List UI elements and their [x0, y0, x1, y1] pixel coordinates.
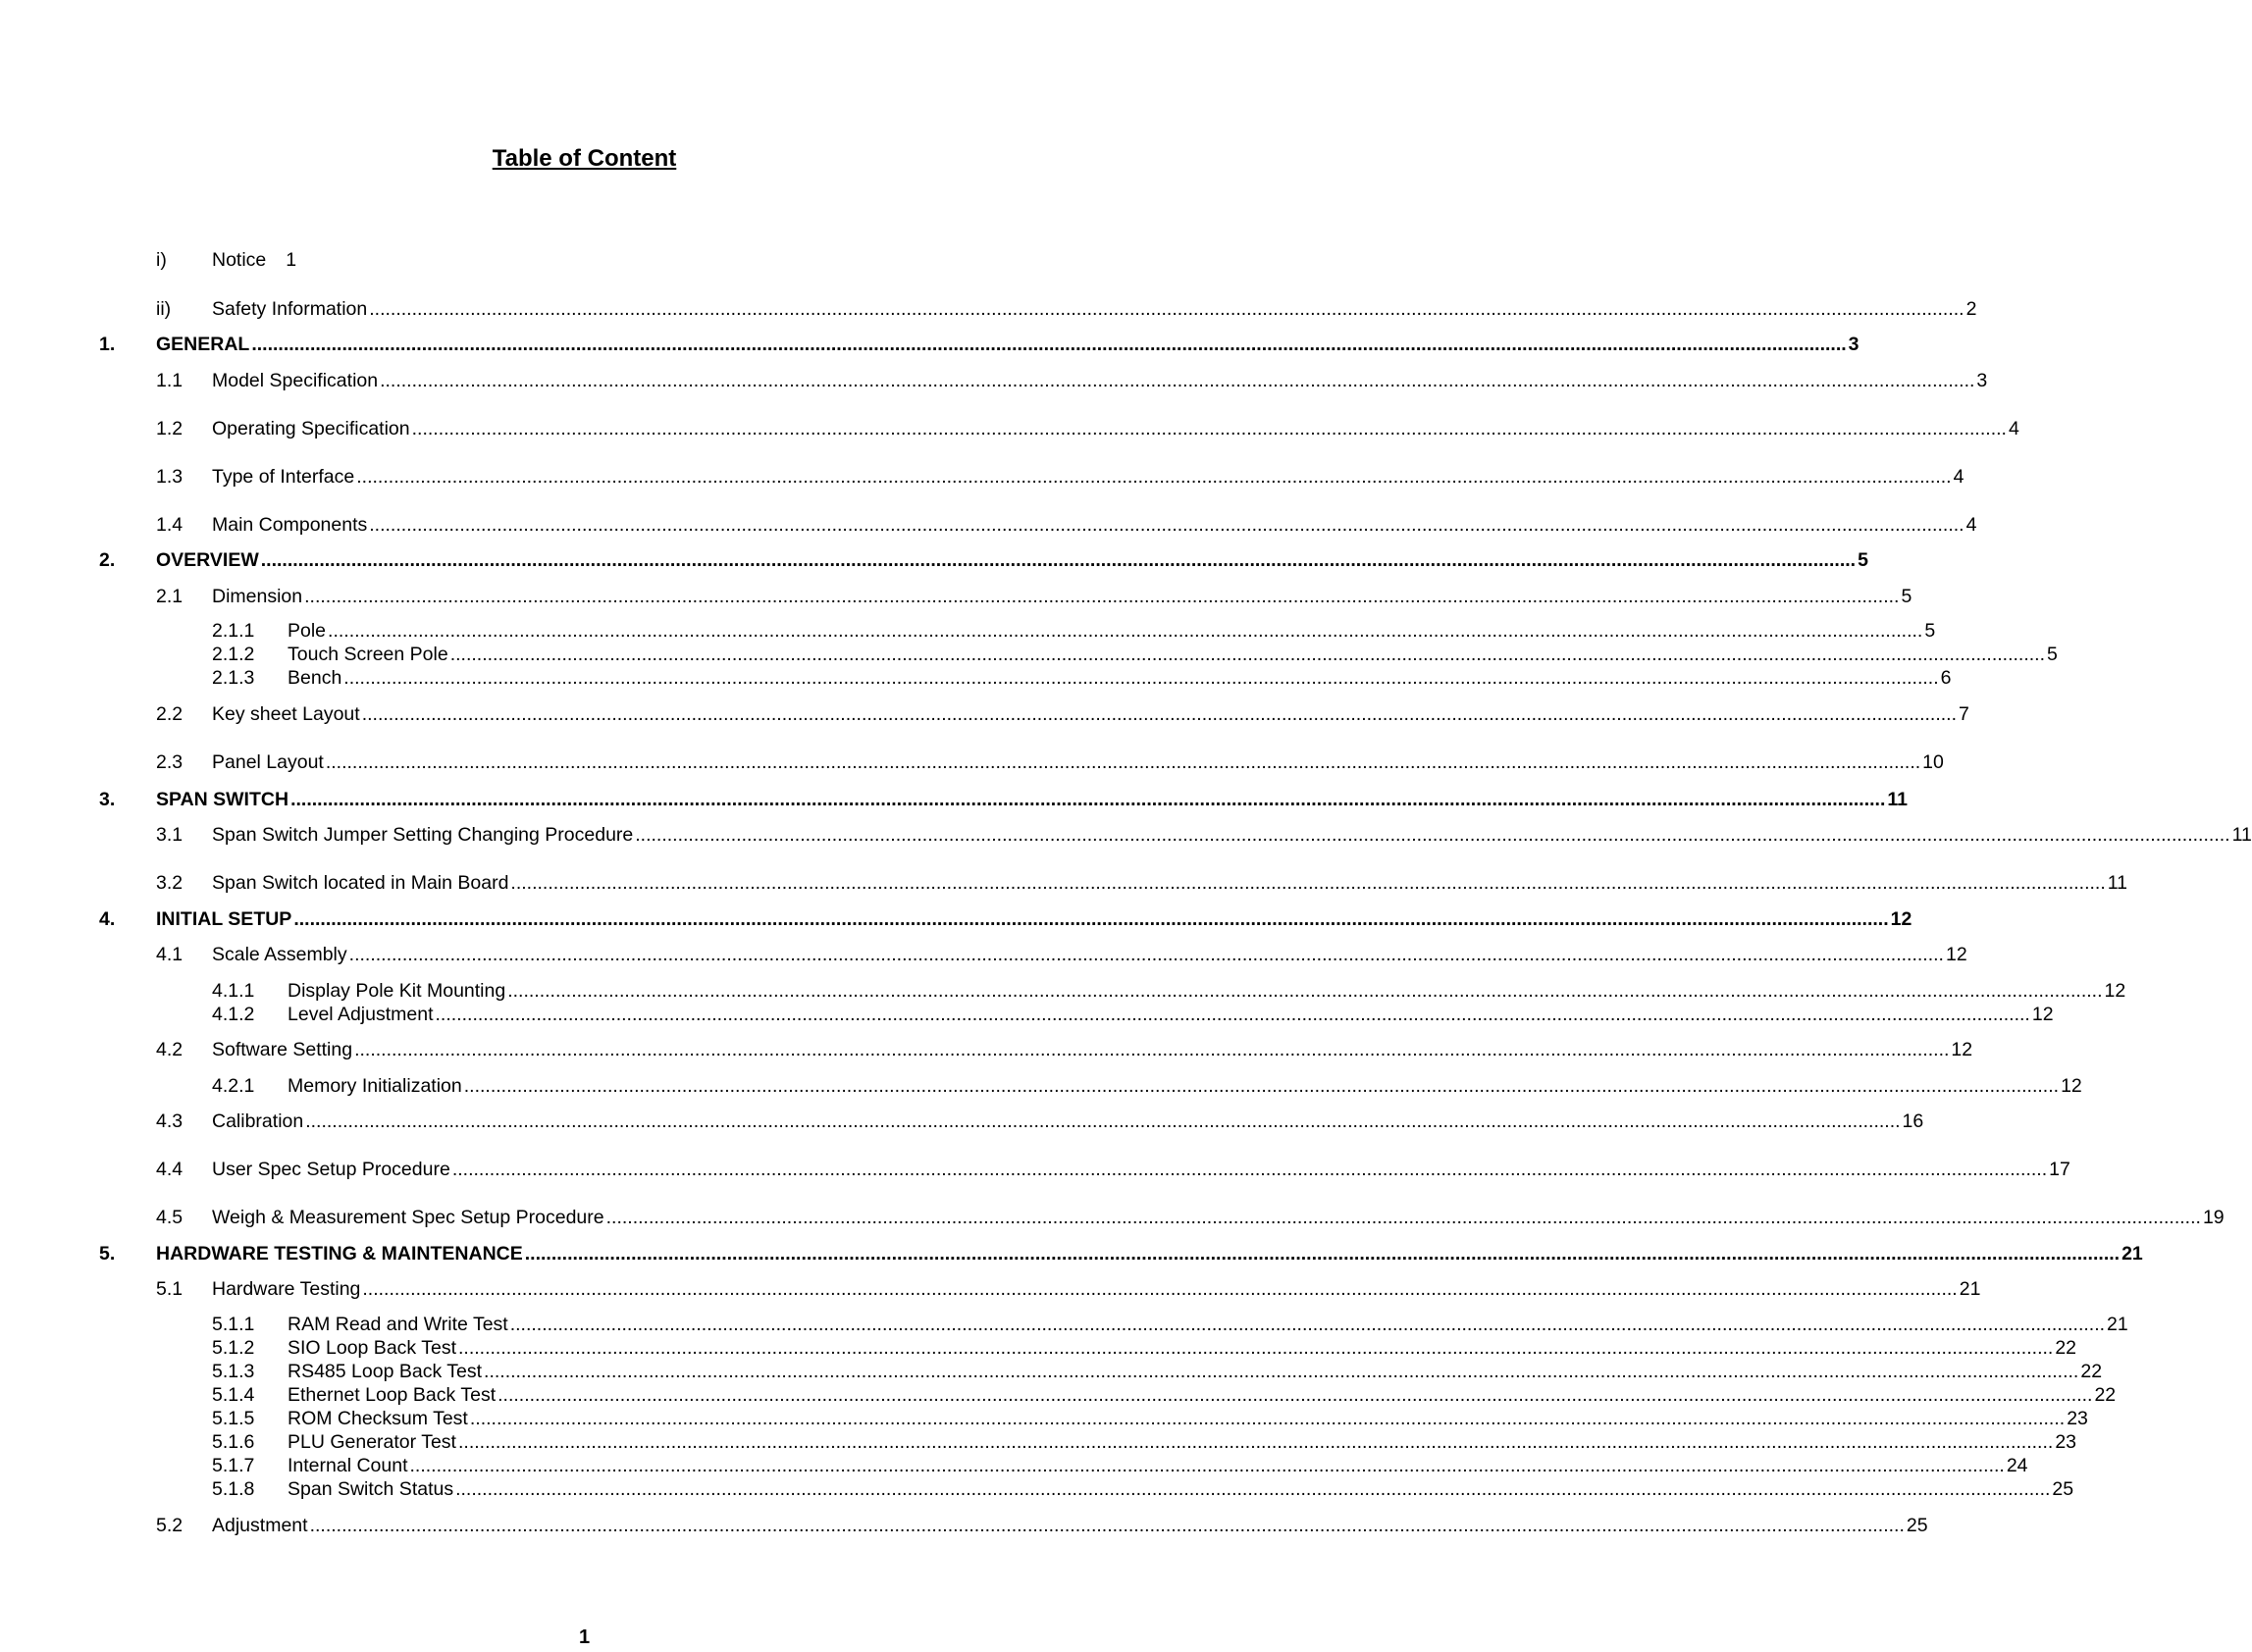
toc-dot-leader: ............................................................................................................................................................................................................................................................................................................ — [507, 980, 2103, 1002]
toc-entry[interactable] — [156, 465, 1964, 489]
toc-dot-leader: ............................................................................................................................................................................................................................................................................................................ — [435, 1004, 2030, 1025]
toc-entry-page: 2 — [1965, 298, 1977, 320]
toc-dot-leader: ............................................................................................................................................................................................................................................................................................................ — [361, 703, 1958, 725]
toc-entry-page: 22 — [2080, 1361, 2103, 1382]
toc-entry[interactable] — [212, 1313, 2128, 1336]
toc-entry[interactable] — [212, 1336, 2077, 1360]
toc-entry-page: 4 — [1965, 514, 1977, 536]
toc-entry-number: 3.1 — [156, 824, 183, 846]
toc-entry-page: 12 — [1890, 908, 1912, 930]
toc-entry-title: Level Adjustment — [288, 1004, 434, 1025]
toc-entry-title: SIO Loop Back Test — [288, 1337, 456, 1359]
toc-entry-number: 3.2 — [156, 872, 183, 894]
toc-entry-page: 22 — [2055, 1337, 2077, 1359]
toc-entry-title: Display Pole Kit Mounting — [288, 980, 506, 1002]
toc-entry-number: 5.1.3 — [212, 1361, 255, 1382]
toc-dot-leader: ............................................................................................................................................................................................................................................................................................................ — [309, 1515, 1905, 1536]
toc-dot-leader: ............................................................................................................................................................................................................................................................................................................ — [605, 1207, 2201, 1228]
toc-dot-leader: ............................................................................................................................................................................................................................................................................................................ — [509, 1314, 2106, 1335]
toc-dot-leader: ............................................................................................................................................................................................................................................................................................................ — [469, 1408, 2066, 1429]
toc-entry-page: 12 — [2061, 1075, 2082, 1097]
toc-entry-number: 4.2.1 — [212, 1075, 255, 1097]
toc-entry-page: 12 — [1951, 1039, 1973, 1060]
toc-entry-title: GENERAL — [156, 334, 250, 355]
toc-dot-leader: ............................................................................................................................................................................................................................................................................................................ — [457, 1431, 2054, 1453]
toc-dot-leader: ............................................................................................................................................................................................................................................................................................................ — [455, 1478, 2051, 1500]
toc-entry[interactable] — [156, 1514, 1928, 1537]
toc-entry-number: 5. — [99, 1243, 116, 1265]
toc-entry[interactable] — [212, 1454, 2028, 1477]
toc-entry-title: Notice — [212, 249, 267, 271]
toc-dot-leader: ............................................................................................................................................................................................................................................................................................................ — [356, 466, 1952, 488]
toc-entry[interactable] — [156, 1038, 1973, 1061]
toc-entry-title: Touch Screen Pole — [288, 644, 448, 665]
toc-entry-title: Span Switch Status — [288, 1478, 454, 1500]
toc-dot-leader: ............................................................................................................................................................................................................................................................................................................ — [343, 667, 1939, 689]
toc-entry-title: Pole — [288, 620, 327, 642]
toc-entry-number: 5.1 — [156, 1278, 183, 1300]
toc-entry-title: Key sheet Layout — [212, 703, 360, 725]
page-title: Table of Content — [492, 145, 677, 172]
toc-entry[interactable] — [156, 750, 1944, 774]
toc-entry-title: Type of Interface — [212, 466, 355, 488]
toc-entry-number: 5.1.2 — [212, 1337, 255, 1359]
toc-entry[interactable] — [212, 619, 1936, 643]
toc-entry-title: Hardware Testing — [212, 1278, 361, 1300]
toc-entry-number: 1.4 — [156, 514, 183, 536]
toc-entry-number: 2.1.2 — [212, 644, 255, 665]
toc-entry-number: 4.1 — [156, 944, 183, 965]
toc-entry-page: 3 — [1848, 334, 1859, 355]
toc-entry-number: 5.1.4 — [212, 1384, 255, 1406]
toc-entry[interactable] — [156, 871, 2127, 895]
toc-entry-number: 4. — [99, 908, 116, 930]
toc-entry[interactable] — [212, 666, 1952, 690]
toc-entry-title: Bench — [288, 667, 342, 689]
toc-dot-leader: ............................................................................................................................................................................................................................................................................................................ — [325, 751, 1921, 773]
toc-entry-page: 21 — [2121, 1243, 2143, 1265]
toc-entry-page: 23 — [2055, 1431, 2077, 1453]
toc-entry-title: Main Components — [212, 514, 368, 536]
toc-entry-title: OVERVIEW — [156, 549, 259, 571]
toc-dot-leader: ............................................................................................................................................................................................................................................................................................................ — [305, 1110, 1901, 1132]
toc-entry-title: Panel Layout — [212, 751, 324, 773]
toc-entry-title: Software Setting — [212, 1039, 353, 1060]
toc-entry[interactable] — [99, 1242, 2143, 1265]
toc-dot-leader: ............................................................................................................................................................................................................................................................................................................ — [380, 370, 1975, 391]
toc-entry-number: 1.1 — [156, 370, 183, 391]
toc-dot-leader: ............................................................................................................................................................................................................................................................................................................ — [260, 549, 1857, 571]
toc-entry-number: 4.3 — [156, 1110, 183, 1132]
toc-entry-page: 21 — [2107, 1314, 2128, 1335]
toc-entry-page: 19 — [2202, 1207, 2225, 1228]
toc-entry-number: 5.1.1 — [212, 1314, 255, 1335]
toc-entry-title: Memory Initialization — [288, 1075, 462, 1097]
toc-dot-leader: ............................................................................................................................................................................................................................................................................................................ — [304, 586, 1900, 607]
toc-entry-page: 22 — [2094, 1384, 2117, 1406]
toc-entry-number: 2.1.3 — [212, 667, 255, 689]
toc-entry-number: 4.1.1 — [212, 980, 255, 1002]
toc-entry-title: ROM Checksum Test — [288, 1408, 468, 1429]
page-number: 1 — [578, 1626, 591, 1648]
toc-dot-leader: ............................................................................................................................................................................................................................................................................................................ — [449, 644, 2046, 665]
toc-entry-page: 5 — [1858, 549, 1868, 571]
toc-dot-leader: ............................................................................................................................................................................................................................................................................................................ — [293, 908, 1889, 930]
toc-dot-leader: ............................................................................................................................................................................................................................................................................................................ — [328, 620, 1923, 642]
toc-entry[interactable] — [212, 1360, 2103, 1383]
toc-entry-number: 2.3 — [156, 751, 183, 773]
toc-entry-number: 2.1 — [156, 586, 183, 607]
toc-entry[interactable] — [156, 702, 1969, 726]
toc-entry[interactable] — [156, 369, 1988, 392]
toc-entry[interactable] — [156, 1277, 1981, 1301]
toc-entry[interactable] — [212, 1003, 2054, 1026]
toc-entry-page: 25 — [2052, 1478, 2074, 1500]
toc-entry-title: Safety Information — [212, 298, 368, 320]
toc-entry-page: 1 — [286, 249, 297, 271]
toc-entry-page: 3 — [1976, 370, 1988, 391]
toc-entry-number: 4.1.2 — [212, 1004, 255, 1025]
toc-entry-title: Operating Specification — [212, 418, 410, 439]
toc-entry[interactable] — [212, 1407, 2088, 1430]
toc-dot-leader: ............................................................................................................................................................................................................................................................................................................ — [524, 1243, 2121, 1265]
toc-entry-page: 12 — [2031, 1004, 2054, 1025]
toc-entry-number: 1.3 — [156, 466, 183, 488]
toc-entry-page: 5 — [1901, 586, 1912, 607]
toc-entry-number: 2.2 — [156, 703, 183, 725]
toc-entry-number: 5.1.6 — [212, 1431, 255, 1453]
toc-entry-title: Ethernet Loop Back Test — [288, 1384, 497, 1406]
toc-entry[interactable] — [156, 417, 2019, 440]
toc-entry-title: INITIAL SETUP — [156, 908, 292, 930]
toc-entry-title: HARDWARE TESTING & MAINTENANCE — [156, 1243, 523, 1265]
toc-entry-number: ii) — [156, 298, 172, 320]
toc-entry[interactable] — [156, 1206, 2225, 1229]
toc-entry-title: RAM Read and Write Test — [288, 1314, 508, 1335]
toc-entry-title: User Spec Setup Procedure — [212, 1159, 450, 1180]
toc-entry-page: 7 — [1959, 703, 1969, 725]
toc-entry-page: 16 — [1902, 1110, 1924, 1132]
toc-entry-title: PLU Generator Test — [288, 1431, 456, 1453]
toc-entry-page: 11 — [1887, 789, 1909, 810]
toc-entry-number: 5.1.7 — [212, 1455, 255, 1476]
toc-dot-leader: ............................................................................................................................................................................................................................................................................................................ — [498, 1384, 2093, 1406]
toc-entry-page: 21 — [1959, 1278, 1981, 1300]
toc-entry[interactable] — [99, 788, 1909, 811]
toc-dot-leader: ............................................................................................................................................................................................................................................................................................................ — [362, 1278, 1958, 1300]
toc-entry[interactable] — [212, 1477, 2074, 1501]
toc-dot-leader: ............................................................................................................................................................................................................................................................................................................ — [290, 789, 1886, 810]
toc-entry[interactable] — [156, 943, 1967, 966]
toc-entry-number: 4.2 — [156, 1039, 183, 1060]
toc-dot-leader: ............................................................................................................................................................................................................................................................................................................ — [458, 1337, 2054, 1359]
toc-entry-title: Dimension — [212, 586, 303, 607]
toc-entry[interactable] — [156, 297, 1977, 321]
toc-dot-leader: ............................................................................................................................................................................................................................................................................................................ — [369, 514, 1964, 536]
toc-entry-title: Weigh & Measurement Spec Setup Procedure — [212, 1207, 604, 1228]
toc-entry-title: Scale Assembly — [212, 944, 347, 965]
toc-entry-title: Span Switch Jumper Setting Changing Procedure — [212, 824, 634, 846]
toc-entry-number: 4.4 — [156, 1159, 183, 1180]
toc-dot-leader: ............................................................................................................................................................................................................................................................................................................ — [411, 418, 2007, 439]
toc-entry-page: 24 — [2006, 1455, 2028, 1476]
toc-entry[interactable] — [212, 1383, 2117, 1407]
toc-dot-leader: ............................................................................................................................................................................................................................................................................................................ — [484, 1361, 2079, 1382]
toc-dot-leader: ............................................................................................................................................................................................................................................................................................................ — [348, 944, 1944, 965]
toc-entry-page: 25 — [1906, 1515, 1928, 1536]
toc-entry-number: 4.5 — [156, 1207, 183, 1228]
toc-entry-number: 3. — [99, 789, 116, 810]
toc-dot-leader: ............................................................................................................................................................................................................................................................................................................ — [251, 334, 1847, 355]
toc-entry-title: Calibration — [212, 1110, 304, 1132]
toc-entry-title: Adjustment — [212, 1515, 308, 1536]
toc-entry[interactable] — [156, 585, 1912, 608]
toc-entry-page: 11 — [2107, 872, 2127, 894]
toc-dot-leader: ............................................................................................................................................................................................................................................................................................................ — [510, 872, 2106, 894]
toc-dot-leader: ............................................................................................................................................................................................................................................................................................................ — [409, 1455, 2005, 1476]
toc-dot-leader: ............................................................................................................................................................................................................................................................................................................ — [369, 298, 1964, 320]
toc-entry-page: 23 — [2067, 1408, 2088, 1429]
toc-entry-page: 5 — [1924, 620, 1936, 642]
toc-entry-title: Model Specification — [212, 370, 379, 391]
toc-entry-number: 5.2 — [156, 1515, 183, 1536]
toc-entry[interactable] — [156, 1110, 1924, 1133]
toc-entry[interactable] — [212, 979, 2126, 1003]
toc-entry-number: 1. — [99, 334, 116, 355]
toc-entry-title: Span Switch located in Main Board — [212, 872, 509, 894]
toc-entry[interactable] — [212, 643, 2058, 666]
toc-entry-page: 12 — [1945, 944, 1967, 965]
toc-dot-leader: ............................................................................................................................................................................................................................................................................................................ — [463, 1075, 2060, 1097]
toc-entry[interactable] — [156, 248, 296, 272]
toc-entry-number: i) — [156, 249, 167, 271]
toc-dot-leader: ............................................................................................................................................................................................................................................................................................................ — [635, 824, 2230, 846]
toc-entry[interactable] — [156, 513, 1977, 537]
toc-entry-title: RS485 Loop Back Test — [288, 1361, 483, 1382]
toc-entry[interactable] — [156, 823, 2252, 847]
toc-entry-number: 5.1.8 — [212, 1478, 255, 1500]
toc-entry-title: SPAN SWITCH — [156, 789, 289, 810]
toc-entry-title: Internal Count — [288, 1455, 408, 1476]
toc-entry-page: 12 — [2104, 980, 2126, 1002]
toc-entry-page: 4 — [2008, 418, 2019, 439]
toc-entry[interactable] — [99, 548, 1868, 572]
toc-entry-number: 5.1.5 — [212, 1408, 255, 1429]
toc-entry-page: 11 — [2231, 824, 2252, 846]
toc-entry[interactable] — [212, 1074, 2082, 1098]
toc-entry[interactable] — [99, 907, 1912, 931]
toc-entry-page: 17 — [2049, 1159, 2070, 1180]
toc-dot-leader: ............................................................................................................................................................................................................................................................................................................ — [354, 1039, 1950, 1060]
toc-entry[interactable] — [156, 1158, 2070, 1181]
toc-dot-leader: ............................................................................................................................................................................................................................................................................................................ — [451, 1159, 2048, 1180]
toc-entry-page: 4 — [1953, 466, 1964, 488]
toc-entry-page: 10 — [1922, 751, 1944, 773]
toc-entry-number: 2.1.1 — [212, 620, 255, 642]
toc-entry-number: 2. — [99, 549, 116, 571]
toc-entry[interactable] — [99, 333, 1859, 356]
toc-entry-page: 6 — [1940, 667, 1952, 689]
toc-entry[interactable] — [212, 1430, 2077, 1454]
toc-entry-number: 1.2 — [156, 418, 183, 439]
toc-entry-page: 5 — [2047, 644, 2058, 665]
